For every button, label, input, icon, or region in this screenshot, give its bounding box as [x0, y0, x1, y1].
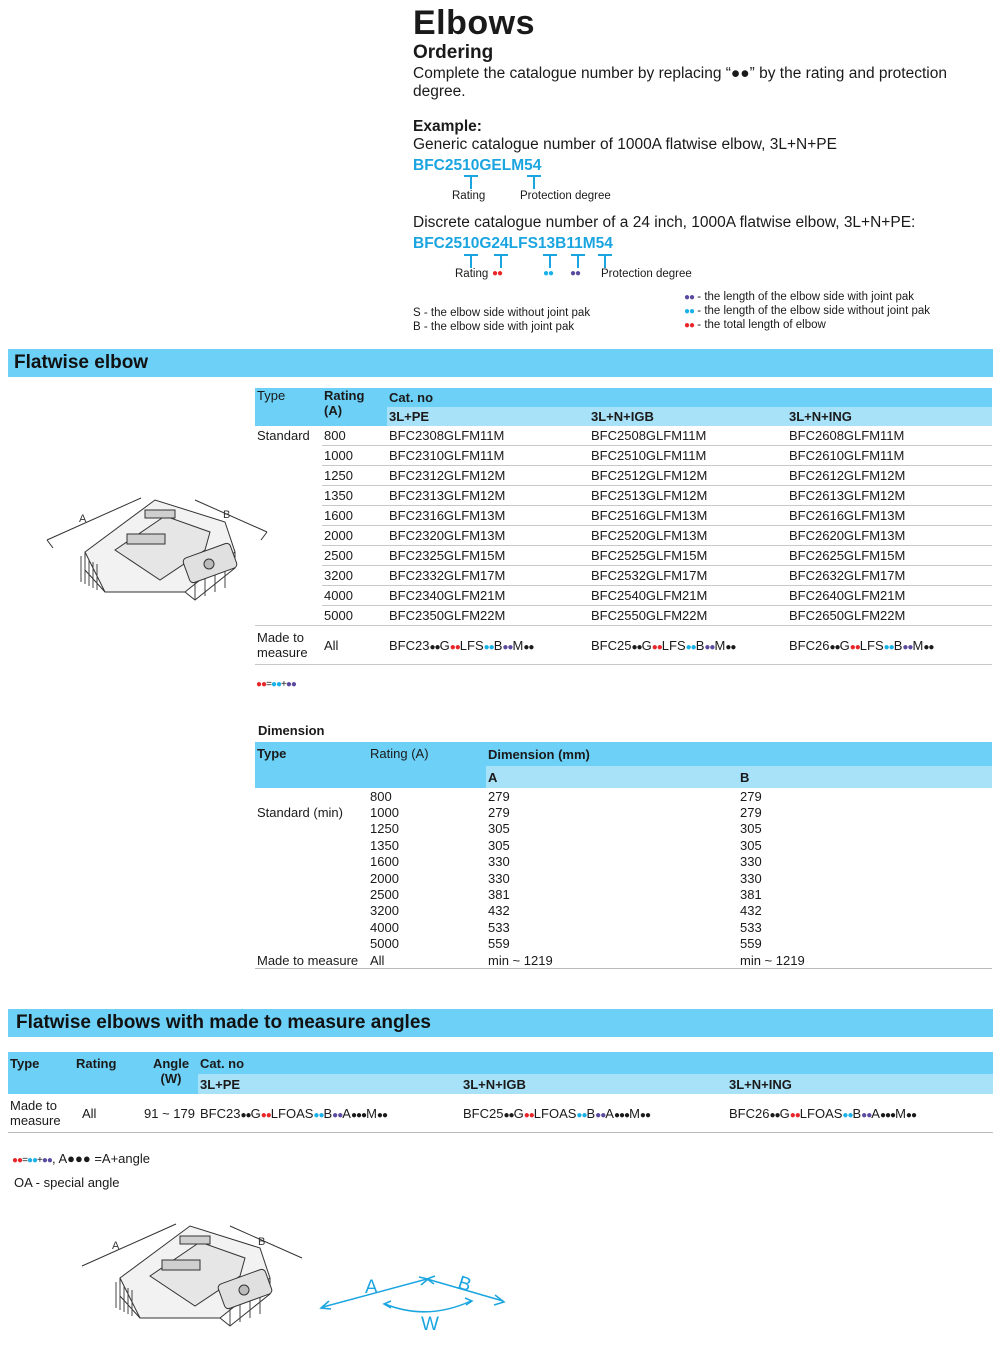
generic-code: BFC2510GELM54	[413, 157, 542, 174]
side-s-marker	[543, 254, 557, 268]
table-row	[255, 870, 992, 886]
row-type: Standard	[257, 428, 310, 444]
angles-formula: ●●=●●+●●, A●●● =A+angle	[12, 1151, 150, 1166]
dim-row-type	[255, 919, 368, 935]
dim-row-rating: 1350	[370, 837, 399, 853]
dim-row-type: Standard (min)	[257, 805, 343, 821]
dim-row-rating: 2500	[370, 887, 399, 903]
dim-row-b: 432	[740, 903, 762, 919]
table-row	[255, 486, 992, 506]
dim-row-a: 432	[488, 903, 510, 919]
table-row	[255, 546, 992, 566]
dim-row-rating: 1600	[370, 854, 399, 870]
protection-label-2: Protection degree	[601, 268, 692, 280]
drawing2-label-b: B	[258, 1236, 266, 1248]
row-type	[255, 586, 322, 606]
row-rating: 1350	[322, 486, 387, 506]
example-generic-text: Generic catalogue number of 1000A flatwise elbow, 3L+N+PE	[413, 136, 837, 153]
table-row	[255, 804, 992, 820]
row-type	[255, 606, 322, 626]
ang-col-type: Type	[8, 1052, 74, 1094]
row-cat-3lnigb: BFC2512GLFM12M	[589, 466, 787, 486]
table-row	[255, 606, 992, 626]
row-cat-3lnigb: BFC2550GLFM22M	[589, 606, 787, 626]
row-cat-3lnigb: BFC2513GLFM12M	[589, 486, 787, 506]
col-type: Type	[255, 388, 322, 426]
dim-row-type	[255, 821, 368, 837]
row-type	[255, 466, 322, 486]
row-cat-3lning: BFC2608GLFM11M	[787, 426, 992, 446]
row-type	[255, 526, 322, 546]
dim-mtm-a: min ~ 1219	[486, 952, 738, 969]
dim-row-a: 305	[488, 821, 510, 837]
instruction-line-1: Complete the catalogue number by replacing “●●” by the rating and protection	[413, 65, 947, 82]
dim-row-b: 305	[740, 837, 762, 853]
row-cat-3lpe: BFC2320GLFM13M	[387, 526, 589, 546]
instruction-line-2: degree.	[413, 83, 466, 100]
table-row	[255, 854, 992, 870]
dim-row-type	[255, 854, 368, 870]
col-3lpe: 3L+PE	[387, 407, 589, 426]
row-rating: 5000	[322, 606, 387, 626]
cyan-dots: ●●	[543, 268, 554, 279]
col-3lnigb: 3L+N+IGB	[589, 407, 787, 426]
dim-row-b: 533	[740, 919, 762, 935]
mtm-cat-3lpe: BFC23●●G●●LFS●●B●●M●●	[387, 626, 589, 665]
table-row	[255, 526, 992, 546]
flatwise-section-title: Flatwise elbow	[14, 352, 149, 373]
dim-row-type	[255, 936, 368, 952]
row-cat-3lpe: BFC2340GLFM21M	[387, 586, 589, 606]
table-row	[255, 466, 992, 486]
dimension-table	[255, 742, 992, 969]
row-cat-3lning: BFC2612GLFM12M	[787, 466, 992, 486]
table-row	[255, 821, 992, 837]
row-cat-3lnigb: BFC2508GLFM11M	[589, 426, 787, 446]
row-rating: 4000	[322, 586, 387, 606]
dim-row-a: 330	[488, 854, 510, 870]
ang-cat-3lnigb: BFC25●●G●●LFOAS●●B●●A●●●M●●	[461, 1094, 727, 1133]
table-row	[255, 586, 992, 606]
row-type	[255, 546, 322, 566]
protection-marker-2	[598, 254, 612, 268]
ang-col-catno: Cat. no	[198, 1052, 993, 1074]
dim-col-b: B	[738, 766, 992, 788]
table-row	[255, 426, 992, 446]
legend-b: B - the elbow side with joint pak	[413, 321, 575, 333]
row-cat-3lnigb: BFC2520GLFM13M	[589, 526, 787, 546]
dim-row-rating: 1250	[370, 821, 399, 837]
dimension-caption: Dimension	[258, 723, 325, 738]
row-cat-3lning: BFC2650GLFM22M	[787, 606, 992, 626]
legend-cyan: ●● - the length of the elbow side without joint pak	[684, 305, 930, 317]
dim-col-type: Type	[255, 742, 368, 788]
dim-row-a: 305	[488, 837, 510, 853]
ang-col-rating: Rating	[74, 1052, 142, 1094]
drawing2-label-a: A	[112, 1240, 120, 1252]
mtm-rating: All	[322, 626, 387, 665]
dim-row-type	[255, 903, 368, 919]
dim-row-a: 533	[488, 919, 510, 935]
page-title: Elbows	[413, 4, 536, 42]
dim-row-a: 330	[488, 870, 510, 886]
row-cat-3lning: BFC2613GLFM12M	[787, 486, 992, 506]
col-3lning: 3L+N+ING	[787, 407, 992, 426]
row-cat-3lning: BFC2610GLFM11M	[787, 446, 992, 466]
example-label: Example:	[413, 118, 482, 135]
ang-col-angle: Angle (W)	[142, 1052, 198, 1094]
table-row	[255, 788, 992, 804]
rating-label: Rating	[452, 190, 486, 202]
dim-col-a: A	[486, 766, 738, 788]
total-length-marker	[494, 254, 508, 268]
dim-row-rating: 2000	[370, 870, 399, 886]
table-row	[255, 566, 992, 586]
table-row	[255, 919, 992, 935]
row-cat-3lpe: BFC2332GLFM17M	[387, 566, 589, 586]
dim-row-rating: 4000	[370, 919, 399, 935]
dim-row-b: 330	[740, 870, 762, 886]
oa-note: OA - special angle	[14, 1175, 120, 1190]
mtm-type: Made to measure	[255, 626, 322, 665]
dim-row-b: 559	[740, 936, 762, 952]
row-cat-3lpe: BFC2310GLFM11M	[387, 446, 589, 466]
protection-marker	[527, 175, 541, 189]
dim-row-type	[255, 870, 368, 886]
dim-row-rating: 1000	[370, 805, 399, 821]
row-cat-3lpe: BFC2308GLFM11M	[387, 426, 589, 446]
row-cat-3lnigb: BFC2525GLFM15M	[589, 546, 787, 566]
angle-label-b: B	[455, 1272, 474, 1297]
dim-col-rating: Rating (A)	[368, 742, 486, 788]
row-rating: 1250	[322, 466, 387, 486]
dim-row-b: 279	[740, 805, 762, 821]
row-type	[255, 506, 322, 526]
dim-mtm-type: Made to measure	[255, 952, 368, 969]
angle-label-a: A	[365, 1277, 378, 1298]
dim-mtm-b: min ~ 1219	[738, 952, 992, 969]
row-type	[255, 566, 322, 586]
row-cat-3lning: BFC2632GLFM17M	[787, 566, 992, 586]
dim-row-a: 279	[488, 788, 510, 804]
dim-row-b: 330	[740, 854, 762, 870]
row-cat-3lnigb: BFC2510GLFM11M	[589, 446, 787, 466]
dim-row-b: 279	[740, 788, 762, 804]
angles-table	[8, 1052, 993, 1133]
angle-elbow-drawing	[80, 1218, 310, 1332]
ang-angle: 91 ~ 179	[142, 1094, 198, 1133]
row-cat-3lning: BFC2616GLFM13M	[787, 506, 992, 526]
ang-type: Made to measure	[8, 1094, 74, 1133]
row-rating: 3200	[322, 566, 387, 586]
dim-row-a: 279	[488, 805, 510, 821]
flatwise-table	[255, 388, 992, 665]
rating-label-2: Rating	[455, 268, 489, 280]
flatwise-elbow-drawing	[45, 492, 275, 604]
col-rating: Rating (A)	[322, 388, 387, 426]
example-discrete-text: Discrete catalogue number of a 24 inch, 1000A flatwise elbow, 3L+N+PE:	[413, 214, 916, 231]
dim-row-type	[255, 886, 368, 902]
dim-row-rating: 3200	[370, 903, 399, 919]
row-cat-3lpe: BFC2325GLFM15M	[387, 546, 589, 566]
dim-row-b: 381	[740, 887, 762, 903]
row-type	[255, 486, 322, 506]
legend-s: S - the elbow side without joint pak	[413, 307, 591, 319]
angles-section-title: Flatwise elbows with made to measure angles	[16, 1012, 431, 1033]
row-type	[255, 446, 322, 466]
row-cat-3lpe: BFC2312GLFM12M	[387, 466, 589, 486]
table-row	[255, 446, 992, 466]
dim-row-a: 381	[488, 887, 510, 903]
row-cat-3lpe: BFC2313GLFM12M	[387, 486, 589, 506]
red-dots: ●●	[492, 268, 503, 279]
flatwise-formula: ●●=●●+●●	[256, 679, 296, 690]
ang-cat-3lning: BFC26●●G●●LFOAS●●B●●A●●●M●●	[727, 1094, 993, 1133]
row-cat-3lnigb: BFC2516GLFM13M	[589, 506, 787, 526]
row-cat-3lnigb: BFC2540GLFM21M	[589, 586, 787, 606]
table-row	[255, 506, 992, 526]
side-b-marker	[571, 254, 585, 268]
row-cat-3lning: BFC2640GLFM21M	[787, 586, 992, 606]
rating-marker	[464, 175, 478, 189]
legend-purple: ●● - the length of the elbow side with joint pak	[684, 291, 915, 303]
row-rating: 800	[322, 426, 387, 446]
ang-col-3lpe: 3L+PE	[198, 1074, 461, 1094]
row-rating: 2500	[322, 546, 387, 566]
angles-section-bar	[8, 1009, 993, 1037]
dim-row-a: 559	[488, 936, 510, 952]
table-row	[255, 886, 992, 902]
row-cat-3lning: BFC2620GLFM13M	[787, 526, 992, 546]
section-subtitle: Ordering	[413, 42, 494, 63]
row-cat-3lpe: BFC2316GLFM13M	[387, 506, 589, 526]
dim-col-dimension: Dimension (mm)	[486, 742, 992, 766]
dim-row-rating: 800	[370, 788, 392, 804]
purple-dots: ●●	[570, 268, 581, 279]
table-row	[255, 936, 992, 952]
protection-label: Protection degree	[520, 190, 611, 202]
rating-marker-2	[464, 254, 478, 268]
dim-row-rating: 5000	[370, 936, 399, 952]
col-catno: Cat. no	[387, 388, 992, 407]
drawing-label-b: B	[223, 509, 231, 521]
ang-cat-3lpe: BFC23●●G●●LFOAS●●B●●A●●●M●●	[198, 1094, 461, 1133]
dim-row-b: 305	[740, 821, 762, 837]
table-row	[255, 903, 992, 919]
row-cat-3lnigb: BFC2532GLFM17M	[589, 566, 787, 586]
legend-red: ●● - the total length of elbow	[684, 319, 826, 331]
ang-col-3lning: 3L+N+ING	[727, 1074, 993, 1094]
row-rating: 1000	[322, 446, 387, 466]
ang-rating: All	[74, 1094, 142, 1133]
row-cat-3lpe: BFC2350GLFM22M	[387, 606, 589, 626]
dim-row-type	[255, 788, 368, 804]
drawing-label-a: A	[79, 513, 87, 525]
discrete-code: BFC2510G24LFS13B11M54	[413, 235, 613, 252]
mtm-cat-3lnigb: BFC25●●G●●LFS●●B●●M●●	[589, 626, 787, 665]
table-row	[255, 837, 992, 853]
row-rating: 1600	[322, 506, 387, 526]
dim-row-type	[255, 837, 368, 853]
row-cat-3lning: BFC2625GLFM15M	[787, 546, 992, 566]
angle-diagram	[315, 1265, 510, 1333]
flatwise-section-bar	[8, 349, 993, 377]
mtm-cat-3lning: BFC26●●G●●LFS●●B●●M●●	[787, 626, 992, 665]
ang-col-3lnigb: 3L+N+IGB	[461, 1074, 727, 1094]
dim-mtm-rating: All	[368, 952, 486, 969]
angle-label-w: W	[421, 1314, 439, 1333]
row-rating: 2000	[322, 526, 387, 546]
